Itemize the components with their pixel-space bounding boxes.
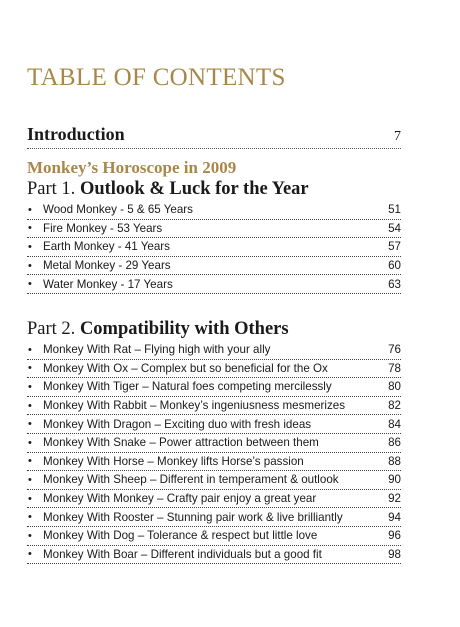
- toc-entry[interactable]: [27, 508, 401, 527]
- bullet-icon: •: [28, 343, 32, 356]
- toc-entry-page-number: 54: [388, 221, 401, 235]
- toc-entry-page-number: 82: [388, 399, 401, 413]
- toc-entry-page-number: 92: [388, 492, 401, 506]
- part-1-number: Part 1.: [27, 179, 76, 199]
- toc-entry-label: Monkey With Rooster – Stunning pair work & live brilliantly: [43, 510, 343, 524]
- toc-entry-page-number: 57: [388, 240, 401, 254]
- toc-entry-page-number: 76: [388, 343, 401, 357]
- toc-entry-page-number: 96: [388, 529, 401, 543]
- part-1-entry-list: [27, 201, 401, 294]
- toc-entry[interactable]: [27, 360, 401, 379]
- bullet-icon: •: [28, 259, 32, 272]
- bullet-icon: •: [28, 511, 32, 524]
- bullet-icon: •: [28, 222, 32, 235]
- toc-title: TABLE OF CONTENTS: [27, 64, 286, 91]
- introduction-label: Introduction: [27, 124, 125, 144]
- toc-entry-label: Monkey With Horse – Monkey lifts Horse’s passion: [43, 454, 304, 468]
- toc-entry-label: Monkey With Sheep – Different in temperament & outlook: [43, 473, 339, 487]
- toc-entry-label: Earth Monkey - 41 Years: [43, 240, 170, 254]
- toc-entry-label: Monkey With Snake – Power attraction between them: [43, 436, 319, 450]
- toc-entry-label: Fire Monkey - 53 Years: [43, 221, 163, 235]
- introduction-entry[interactable]: [27, 124, 401, 149]
- toc-entry-page-number: 63: [388, 277, 401, 291]
- toc-entry-page-number: 88: [388, 454, 401, 468]
- toc-entry-label: Monkey With Ox – Complex but so beneficial for the Ox: [43, 361, 328, 375]
- part-2-title: Compatibility with Others: [79, 319, 289, 339]
- part-2-entry-list: [27, 341, 401, 564]
- toc-entry[interactable]: [27, 546, 401, 565]
- toc-entry-label: Monkey With Rabbit – Monkey’s ingeniusness mesmerizes: [43, 399, 345, 413]
- toc-entry[interactable]: [27, 378, 401, 397]
- bullet-icon: •: [28, 418, 32, 431]
- toc-entry[interactable]: [27, 257, 401, 276]
- bullet-icon: •: [28, 362, 32, 375]
- toc-entry-page-number: 90: [388, 473, 401, 487]
- toc-entry-page-number: 78: [388, 361, 401, 375]
- toc-entry-label: Monkey With Boar – Different individuals but a good fit: [43, 547, 322, 561]
- bullet-icon: •: [28, 380, 32, 393]
- toc-entry[interactable]: [27, 415, 401, 434]
- toc-entry-page-number: 86: [388, 436, 401, 450]
- introduction-page-number: 7: [394, 129, 401, 144]
- part-1-title: Outlook & Luck for the Year: [79, 179, 309, 199]
- toc-entry[interactable]: [27, 471, 401, 490]
- bullet-icon: •: [28, 529, 32, 542]
- section-heading: Monkey’s Horoscope in 2009: [27, 158, 237, 177]
- toc-entry-label: Metal Monkey - 29 Years: [43, 259, 171, 273]
- bullet-icon: •: [28, 492, 32, 505]
- toc-entry[interactable]: [27, 434, 401, 453]
- toc-entry-page-number: 80: [388, 380, 401, 394]
- toc-entry[interactable]: [27, 341, 401, 360]
- bullet-icon: •: [28, 399, 32, 412]
- toc-entry-label: Wood Monkey - 5 & 65 Years: [43, 203, 193, 217]
- bullet-icon: •: [28, 548, 32, 561]
- toc-entry-label: Monkey With Dragon – Exciting duo with fresh ideas: [43, 417, 312, 431]
- toc-entry-label: Monkey With Dog – Tolerance & respect but little love: [43, 529, 318, 543]
- toc-entry-page-number: 60: [388, 259, 401, 273]
- toc-entry[interactable]: [27, 397, 401, 416]
- bullet-icon: •: [28, 455, 32, 468]
- toc-entry[interactable]: [27, 453, 401, 472]
- toc-entry[interactable]: [27, 527, 401, 546]
- toc-entry-label: Monkey With Monkey – Crafty pair enjoy a great year: [43, 492, 317, 506]
- toc-entry[interactable]: [27, 220, 401, 239]
- bullet-icon: •: [28, 278, 32, 291]
- toc-entry-page-number: 94: [388, 510, 401, 524]
- part-1-heading: [27, 178, 309, 200]
- toc-entry-page-number: 98: [388, 547, 401, 561]
- toc-entry-label: Monkey With Tiger – Natural foes competing mercilessly: [43, 380, 332, 394]
- bullet-icon: •: [28, 436, 32, 449]
- part-2-number: Part 2.: [27, 319, 76, 339]
- toc-entry-page-number: 51: [388, 203, 401, 217]
- part-2-heading: [27, 318, 289, 340]
- toc-entry[interactable]: [27, 490, 401, 509]
- toc-entry[interactable]: [27, 201, 401, 220]
- bullet-icon: •: [28, 203, 32, 216]
- bullet-icon: •: [28, 240, 32, 253]
- toc-entry-label: Water Monkey - 17 Years: [43, 277, 173, 291]
- toc-entry-page-number: 84: [388, 417, 401, 431]
- toc-entry[interactable]: [27, 275, 401, 294]
- bullet-icon: •: [28, 473, 32, 486]
- toc-entry-label: Monkey With Rat – Flying high with your ally: [43, 343, 271, 357]
- toc-entry[interactable]: [27, 238, 401, 257]
